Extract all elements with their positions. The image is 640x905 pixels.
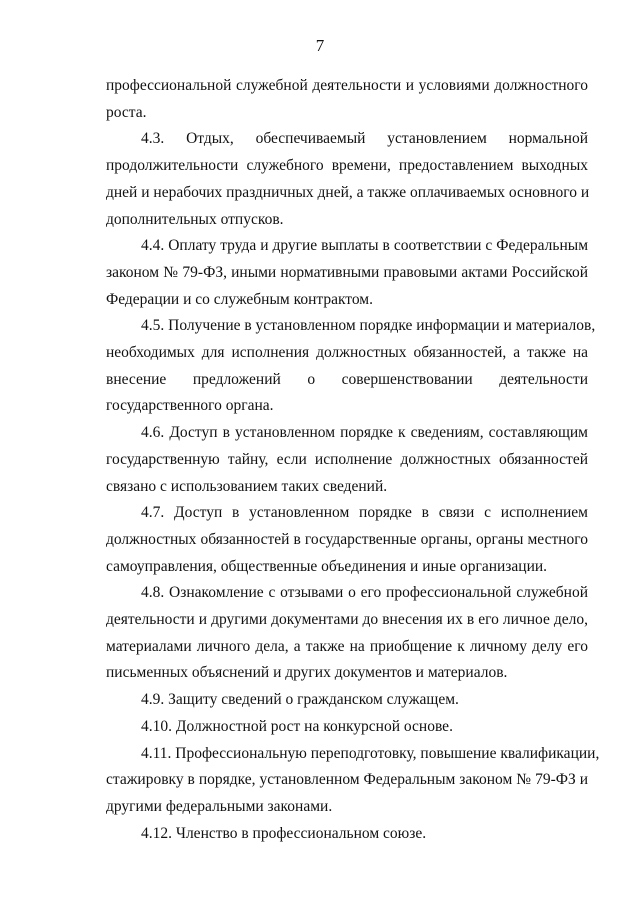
text-line: 4.9. Защиту сведений о гражданском служащем. (141, 691, 459, 709)
text-line: государственную тайну, если исполнение должностных обязанностей (106, 450, 588, 468)
paragraph-4-3 (106, 126, 588, 233)
paragraph-4-12 (106, 821, 588, 848)
text-line: 4.5. Получение в установленном порядке информации и материалов, (141, 317, 596, 335)
text-line: профессиональной служебной деятельности и условиями должностного (106, 77, 588, 94)
text-line: 4.11. Профессиональную переподготовку, повышение квалификации, (141, 744, 600, 762)
text-line: стажировку в порядке, установленном Федеральным законом № 79-ФЗ и (106, 771, 588, 789)
paragraph-4-5 (106, 313, 596, 420)
text-line: Федерации и со служебным контрактом. (106, 290, 373, 308)
text-line: 4.10. Должностной рост на конкурсной основе. (141, 717, 453, 735)
text-line: связано с использованием таких сведений. (106, 477, 388, 495)
text-line: 4.8. Ознакомление с отзывами о его профессиональной служебной (141, 584, 588, 602)
text-line: продолжительности служебного времени, предоставлением выходных (106, 157, 588, 175)
text-line: роста. (106, 103, 147, 121)
text-line: 4.4. Оплату труда и другие выплаты в соответствии с Федеральным (141, 237, 588, 255)
text-line: 4.3. Отдых, обеспечиваемый установлением нормальной (141, 130, 588, 148)
paragraph-4-7 (106, 500, 588, 580)
paragraph-4-4 (106, 233, 588, 313)
paragraph-4-11 (106, 741, 600, 821)
text-line: 4.6. Доступ в установленном порядке к сведениям, составляющим (141, 424, 588, 442)
text-line: самоуправления, общественные объединения и иные организации. (106, 557, 548, 575)
document-body (106, 73, 600, 847)
text-line: внесение предложений о совершенствовании деятельности (106, 370, 588, 388)
text-line: 4.12. Членство в профессиональном союзе. (141, 824, 427, 842)
text-line: дополнительных отпусков. (106, 210, 284, 228)
paragraph-4-9 (106, 687, 588, 714)
text-line: письменных объяснений и других документов и материалов. (106, 664, 508, 682)
text-line: 4.7. Доступ в установленном порядке в связи с исполнением (141, 504, 588, 522)
text-line: должностных обязанностей в государственные органы, органы местного (106, 530, 588, 548)
page-number: 7 (315, 36, 325, 55)
text-line: деятельности и другими документами до внесения их в его личное дело, (106, 611, 588, 629)
text-line: необходимых для исполнения должностных обязанностей, а также на (106, 344, 588, 362)
text-line: другими федеральными законами. (106, 797, 333, 815)
text-line: дней и нерабочих праздничных дней, а также оплачиваемых основного и (106, 183, 590, 201)
paragraph-4-10 (106, 714, 588, 741)
paragraph-4-8 (106, 580, 588, 687)
paragraph-4-6 (106, 420, 588, 500)
text-line: законом № 79-ФЗ, иными нормативными правовыми актами Российской (106, 263, 588, 281)
paragraph-continuation (106, 73, 588, 126)
text-line: материалами личного дела, а также на приобщение к личному делу его (106, 637, 588, 655)
text-line: государственного органа. (106, 397, 274, 415)
